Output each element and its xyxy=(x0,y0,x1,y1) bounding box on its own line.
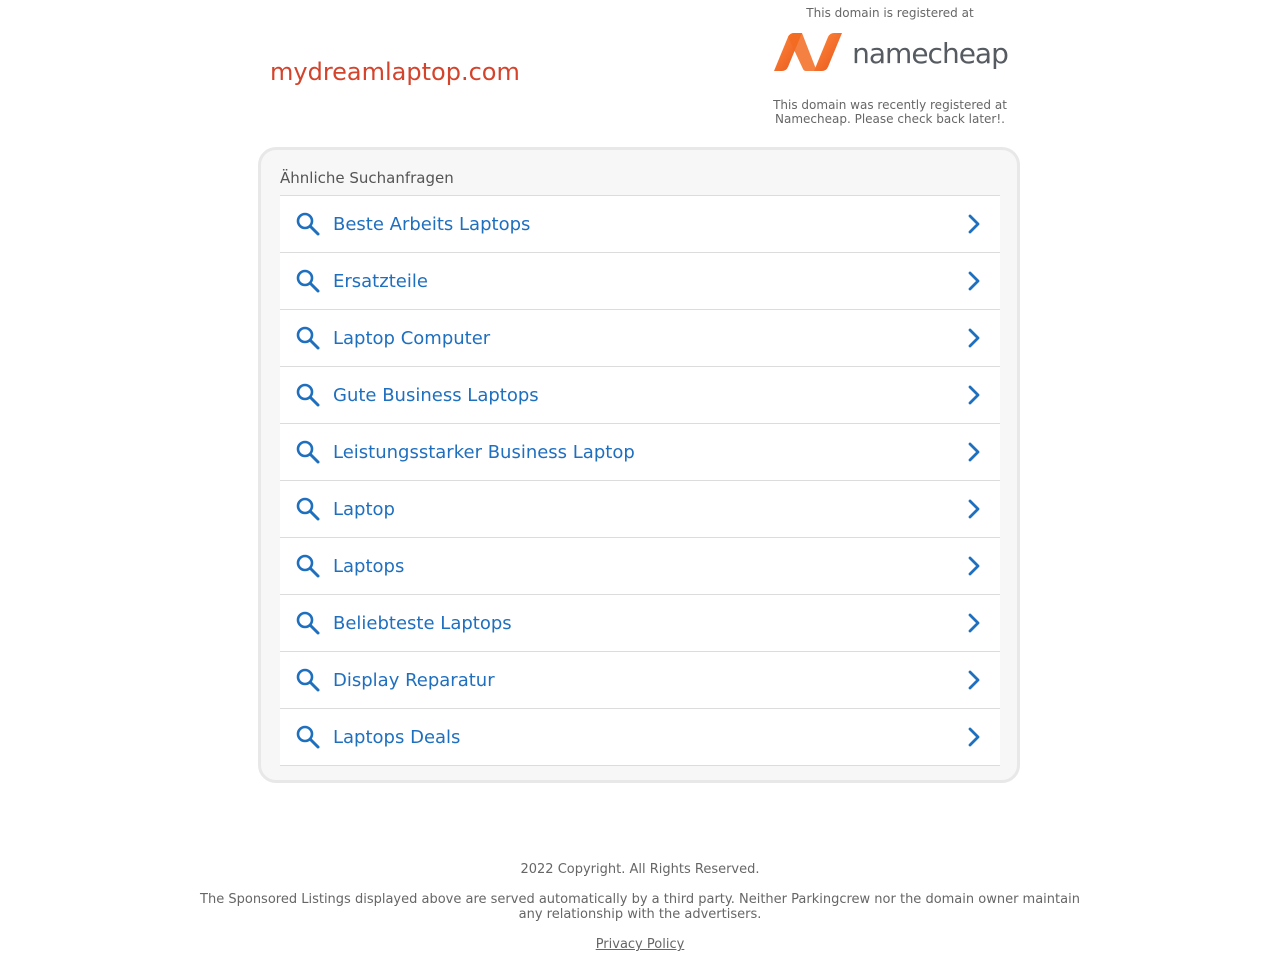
search-result-item[interactable] xyxy=(280,424,1000,481)
search-result-label[interactable]: Laptop Computer xyxy=(333,327,491,349)
search-icon xyxy=(295,439,321,465)
footer xyxy=(0,862,1280,953)
search-result-item[interactable] xyxy=(280,652,1000,709)
search-result-item[interactable] xyxy=(280,367,1000,424)
search-result-label[interactable]: Beste Arbeits Laptops xyxy=(333,213,531,235)
search-result-label[interactable]: Leistungsstarker Business Laptop xyxy=(333,441,635,463)
search-result-label[interactable]: Laptops Deals xyxy=(333,726,461,748)
search-icon xyxy=(295,667,321,693)
search-icon xyxy=(295,382,321,408)
search-icon xyxy=(295,553,321,579)
search-result-label[interactable]: Ersatzteile xyxy=(333,270,428,292)
chevron-right-icon xyxy=(966,555,982,577)
chevron-right-icon xyxy=(966,612,982,634)
search-result-item[interactable] xyxy=(280,253,1000,310)
chevron-right-icon xyxy=(966,498,982,520)
search-icon xyxy=(295,211,321,237)
search-result-label[interactable]: Laptops xyxy=(333,555,405,577)
search-icon xyxy=(295,325,321,351)
registrar-panel xyxy=(760,0,1020,126)
search-icon xyxy=(295,610,321,636)
namecheap-logo-text: namecheap xyxy=(852,36,1008,70)
search-result-item[interactable] xyxy=(280,595,1000,652)
related-searches-heading: Ähnliche Suchanfragen xyxy=(280,167,1000,196)
namecheap-logo[interactable] xyxy=(760,22,1020,84)
chevron-right-icon xyxy=(966,384,982,406)
search-icon xyxy=(295,496,321,522)
search-icon xyxy=(295,268,321,294)
registration-note: This domain was recently registered at Namecheap. Please check back later!. xyxy=(773,98,1007,126)
search-result-label[interactable]: Laptop xyxy=(333,498,395,520)
chevron-right-icon xyxy=(966,726,982,748)
privacy-policy-link[interactable]: Privacy Policy xyxy=(595,937,685,952)
registered-at-text: This domain is registered at xyxy=(806,6,974,20)
search-result-item[interactable] xyxy=(280,196,1000,253)
domain-title: mydreamlaptop.com xyxy=(270,58,520,86)
search-result-label[interactable]: Display Reparatur xyxy=(333,669,495,691)
search-result-item[interactable] xyxy=(280,538,1000,595)
chevron-right-icon xyxy=(966,441,982,463)
search-result-label[interactable]: Gute Business Laptops xyxy=(333,384,539,406)
related-searches-list xyxy=(280,196,1000,766)
search-result-item[interactable] xyxy=(280,709,1000,766)
search-icon xyxy=(295,724,321,750)
chevron-right-icon xyxy=(966,669,982,691)
search-result-item[interactable] xyxy=(280,310,1000,367)
chevron-right-icon xyxy=(966,327,982,349)
sponsored-disclaimer: The Sponsored Listings displayed above are served automatically by a third party. Neither Parkingcrew nor the domain owner maintain any relationship with the advertisers. xyxy=(200,892,1080,922)
search-result-item[interactable] xyxy=(280,481,1000,538)
search-result-label[interactable]: Beliebteste Laptops xyxy=(333,612,512,634)
chevron-right-icon xyxy=(966,213,982,235)
chevron-right-icon xyxy=(966,270,982,292)
related-searches-box xyxy=(258,147,1020,783)
copyright-text: 2022 Copyright. All Rights Reserved. xyxy=(520,862,760,877)
namecheap-logo-icon xyxy=(772,33,844,73)
